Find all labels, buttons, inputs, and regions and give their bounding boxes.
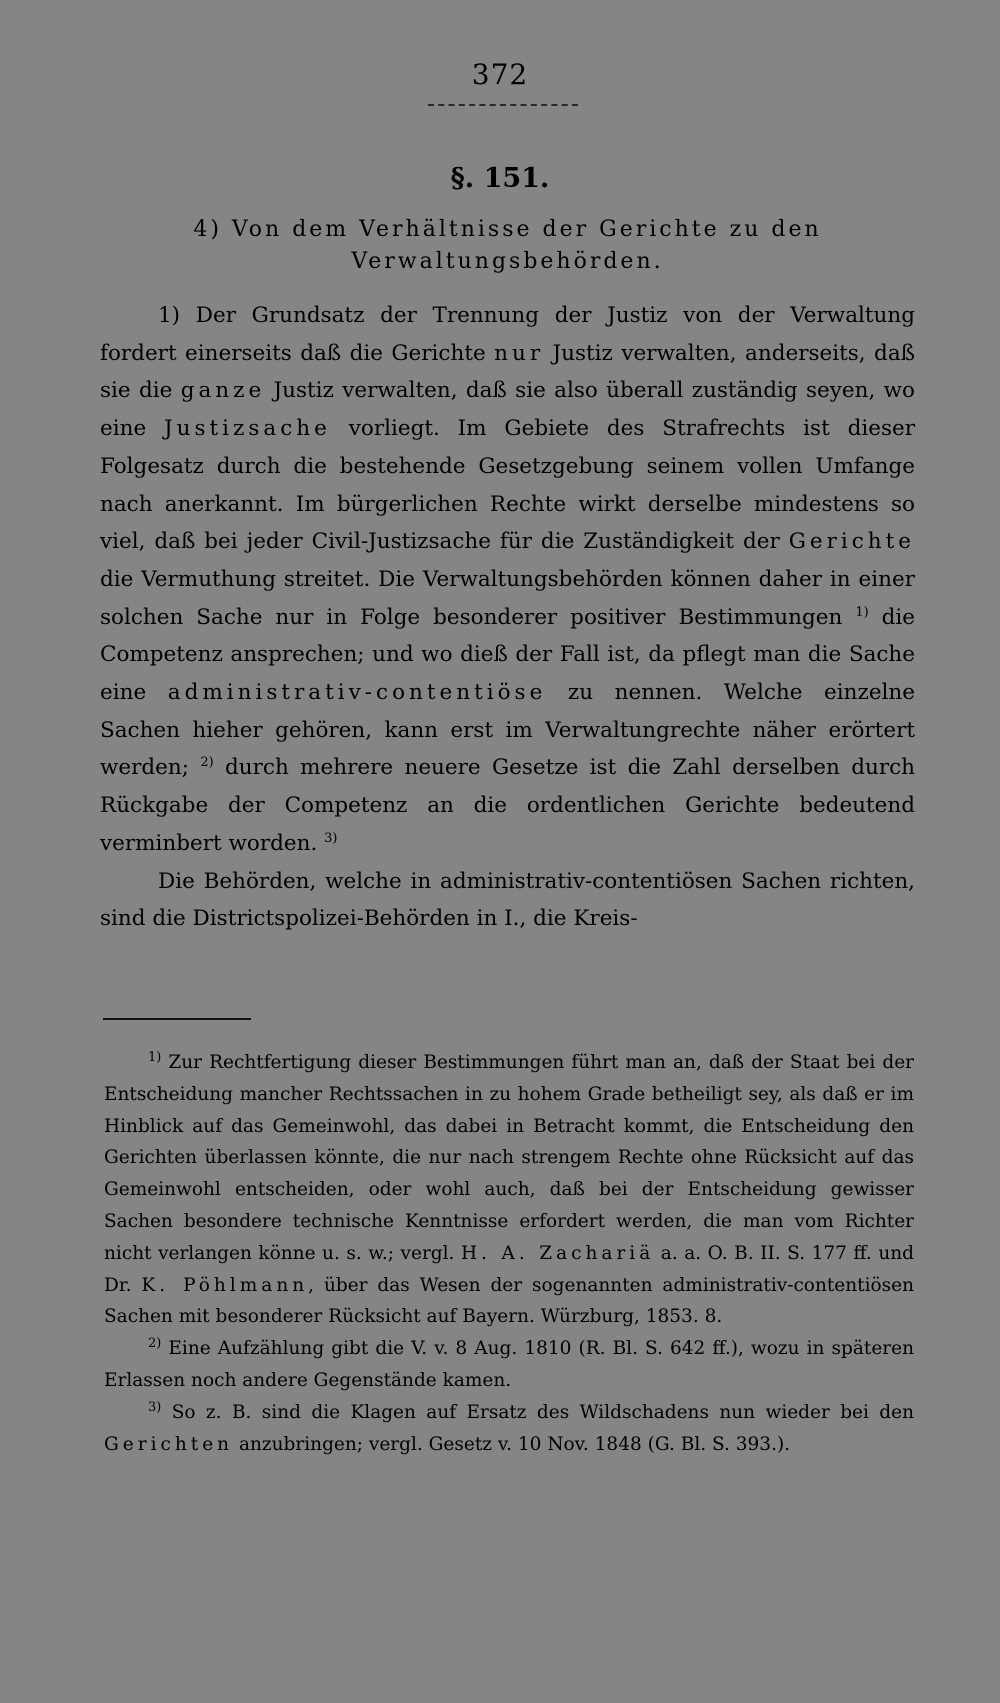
text-segment: die Vermuthung streitet. Die Verwaltungsbehörden können daher in einer solchen Sache nur in Folge besonderer positiver Bestimmungen <box>100 566 915 630</box>
footnote-reference: 3) <box>148 1399 162 1415</box>
section-number: §. 151. <box>450 163 550 194</box>
header-rule <box>428 104 578 106</box>
body-text <box>100 297 915 938</box>
footnote <box>104 1333 914 1397</box>
text-segment: Justiz verwalten, daß sie also überall zuständig seyen, wo eine <box>100 378 915 442</box>
emphasized-text: ganze <box>180 378 266 404</box>
text-segment: vorliegt. Im Gebiete des Strafrechts ist dieser Folgesatz durch die bestehende Gesetzgebung seinem vollen Umfange nach anerkannt. Im bürgerlichen Rechte wirkt derselbe mindestens so viel, daß bei jeder Civil-Justizsache für die Zuständigkeit der <box>100 416 915 555</box>
section-title: 4) Von dem Verhältnisse der Gerichte zu den Verwaltungsbehörden. <box>193 217 822 274</box>
emphasized-text: H. A. Zachariä <box>460 1242 655 1264</box>
text-segment: zu nennen. Welche einzelne Sachen hieher gehören, kann erst im Verwaltungrechte näher erörtert werden; <box>100 680 915 781</box>
text-segment: , über das Wesen der sogenannten administrativ-contentiösen Sachen mit besonderer Rücksicht auf Bayern. Würzburg, 1853. 8. <box>104 1274 915 1328</box>
text-segment: Zur Rechtfertigung dieser Bestimmungen führt man an, daß der Staat bei der Entscheidung mancher Rechtssachen in zu hohem Grade betheiligt sey, als daß er im Hinblick auf das Gemeinwohl, das dabei in Betracht kommt, die Entscheidung den Gerichten überlassen könnte, die nur nach strengem Rechte ohne Rücksicht auf das Gemeinwohl entscheiden, oder wohl auch, daß bei der Entscheidung gewisser Sachen besondere technische Kenntnisse erfordert werden, die man vom Richter nicht verlangen könne u. s. w.; vergl. <box>104 1052 914 1264</box>
emphasized-text: nur <box>494 340 545 366</box>
footnotes <box>104 1047 914 1460</box>
text-segment: Justiz verwalten, anderseits, daß sie die <box>100 340 915 404</box>
footnote-reference: 1) <box>855 604 869 620</box>
footnote-reference: 2) <box>148 1336 162 1352</box>
footnote-reference: 3) <box>324 830 338 846</box>
footnote-reference: 1) <box>148 1049 162 1065</box>
page-number: 372 <box>471 58 529 91</box>
text-segment: anzubringen; vergl. Gesetz v. 10 Nov. 1848 (G. Bl. S. 393.). <box>233 1433 791 1455</box>
emphasized-text: Gerichte <box>788 529 915 555</box>
text-segment: a. a. O. B. II. S. 177 ff. und Dr. <box>104 1242 914 1296</box>
emphasized-text: Justizsache <box>164 416 331 442</box>
body-paragraph <box>100 297 915 863</box>
text-segment: Die Behörden, welche in administrativ-contentiösen Sachen richten, sind die Districtspolizei-Behörden in I., die Kreis- <box>100 868 915 932</box>
body-paragraph <box>100 863 915 938</box>
emphasized-text: Gerichten <box>104 1433 234 1455</box>
text-segment: 1) Der Grundsatz der Trennung der Justiz von der Verwaltung fordert einerseits daß die Gerichte <box>100 303 915 366</box>
emphasized-text: administrativ-contentiöse <box>167 680 547 706</box>
text-segment: durch mehrere neuere Gesetze ist die Zahl derselben durch Rückgabe der Competenz an die ordentlichen Gerichte bedeutend verminbert worden. <box>100 755 915 856</box>
text-segment: die Competenz ansprechen; und wo dieß der Fall ist, da pflegt man die Sache eine <box>100 604 916 706</box>
footnote <box>104 1047 914 1333</box>
text-segment: So z. B. sind die Klagen auf Ersatz des Wildschadens nun wieder bei den <box>161 1401 914 1423</box>
footnote <box>104 1397 914 1461</box>
text-segment: Eine Aufzählung gibt die V. v. 8 Aug. 1810 (R. Bl. S. 642 ff.), wozu in späteren Erlassen noch andere Gegenstände kamen. <box>104 1338 914 1391</box>
emphasized-text: K. Pöhlmann <box>141 1274 309 1296</box>
footnote-reference: 2) <box>200 755 214 771</box>
footnote-rule <box>103 1018 251 1020</box>
